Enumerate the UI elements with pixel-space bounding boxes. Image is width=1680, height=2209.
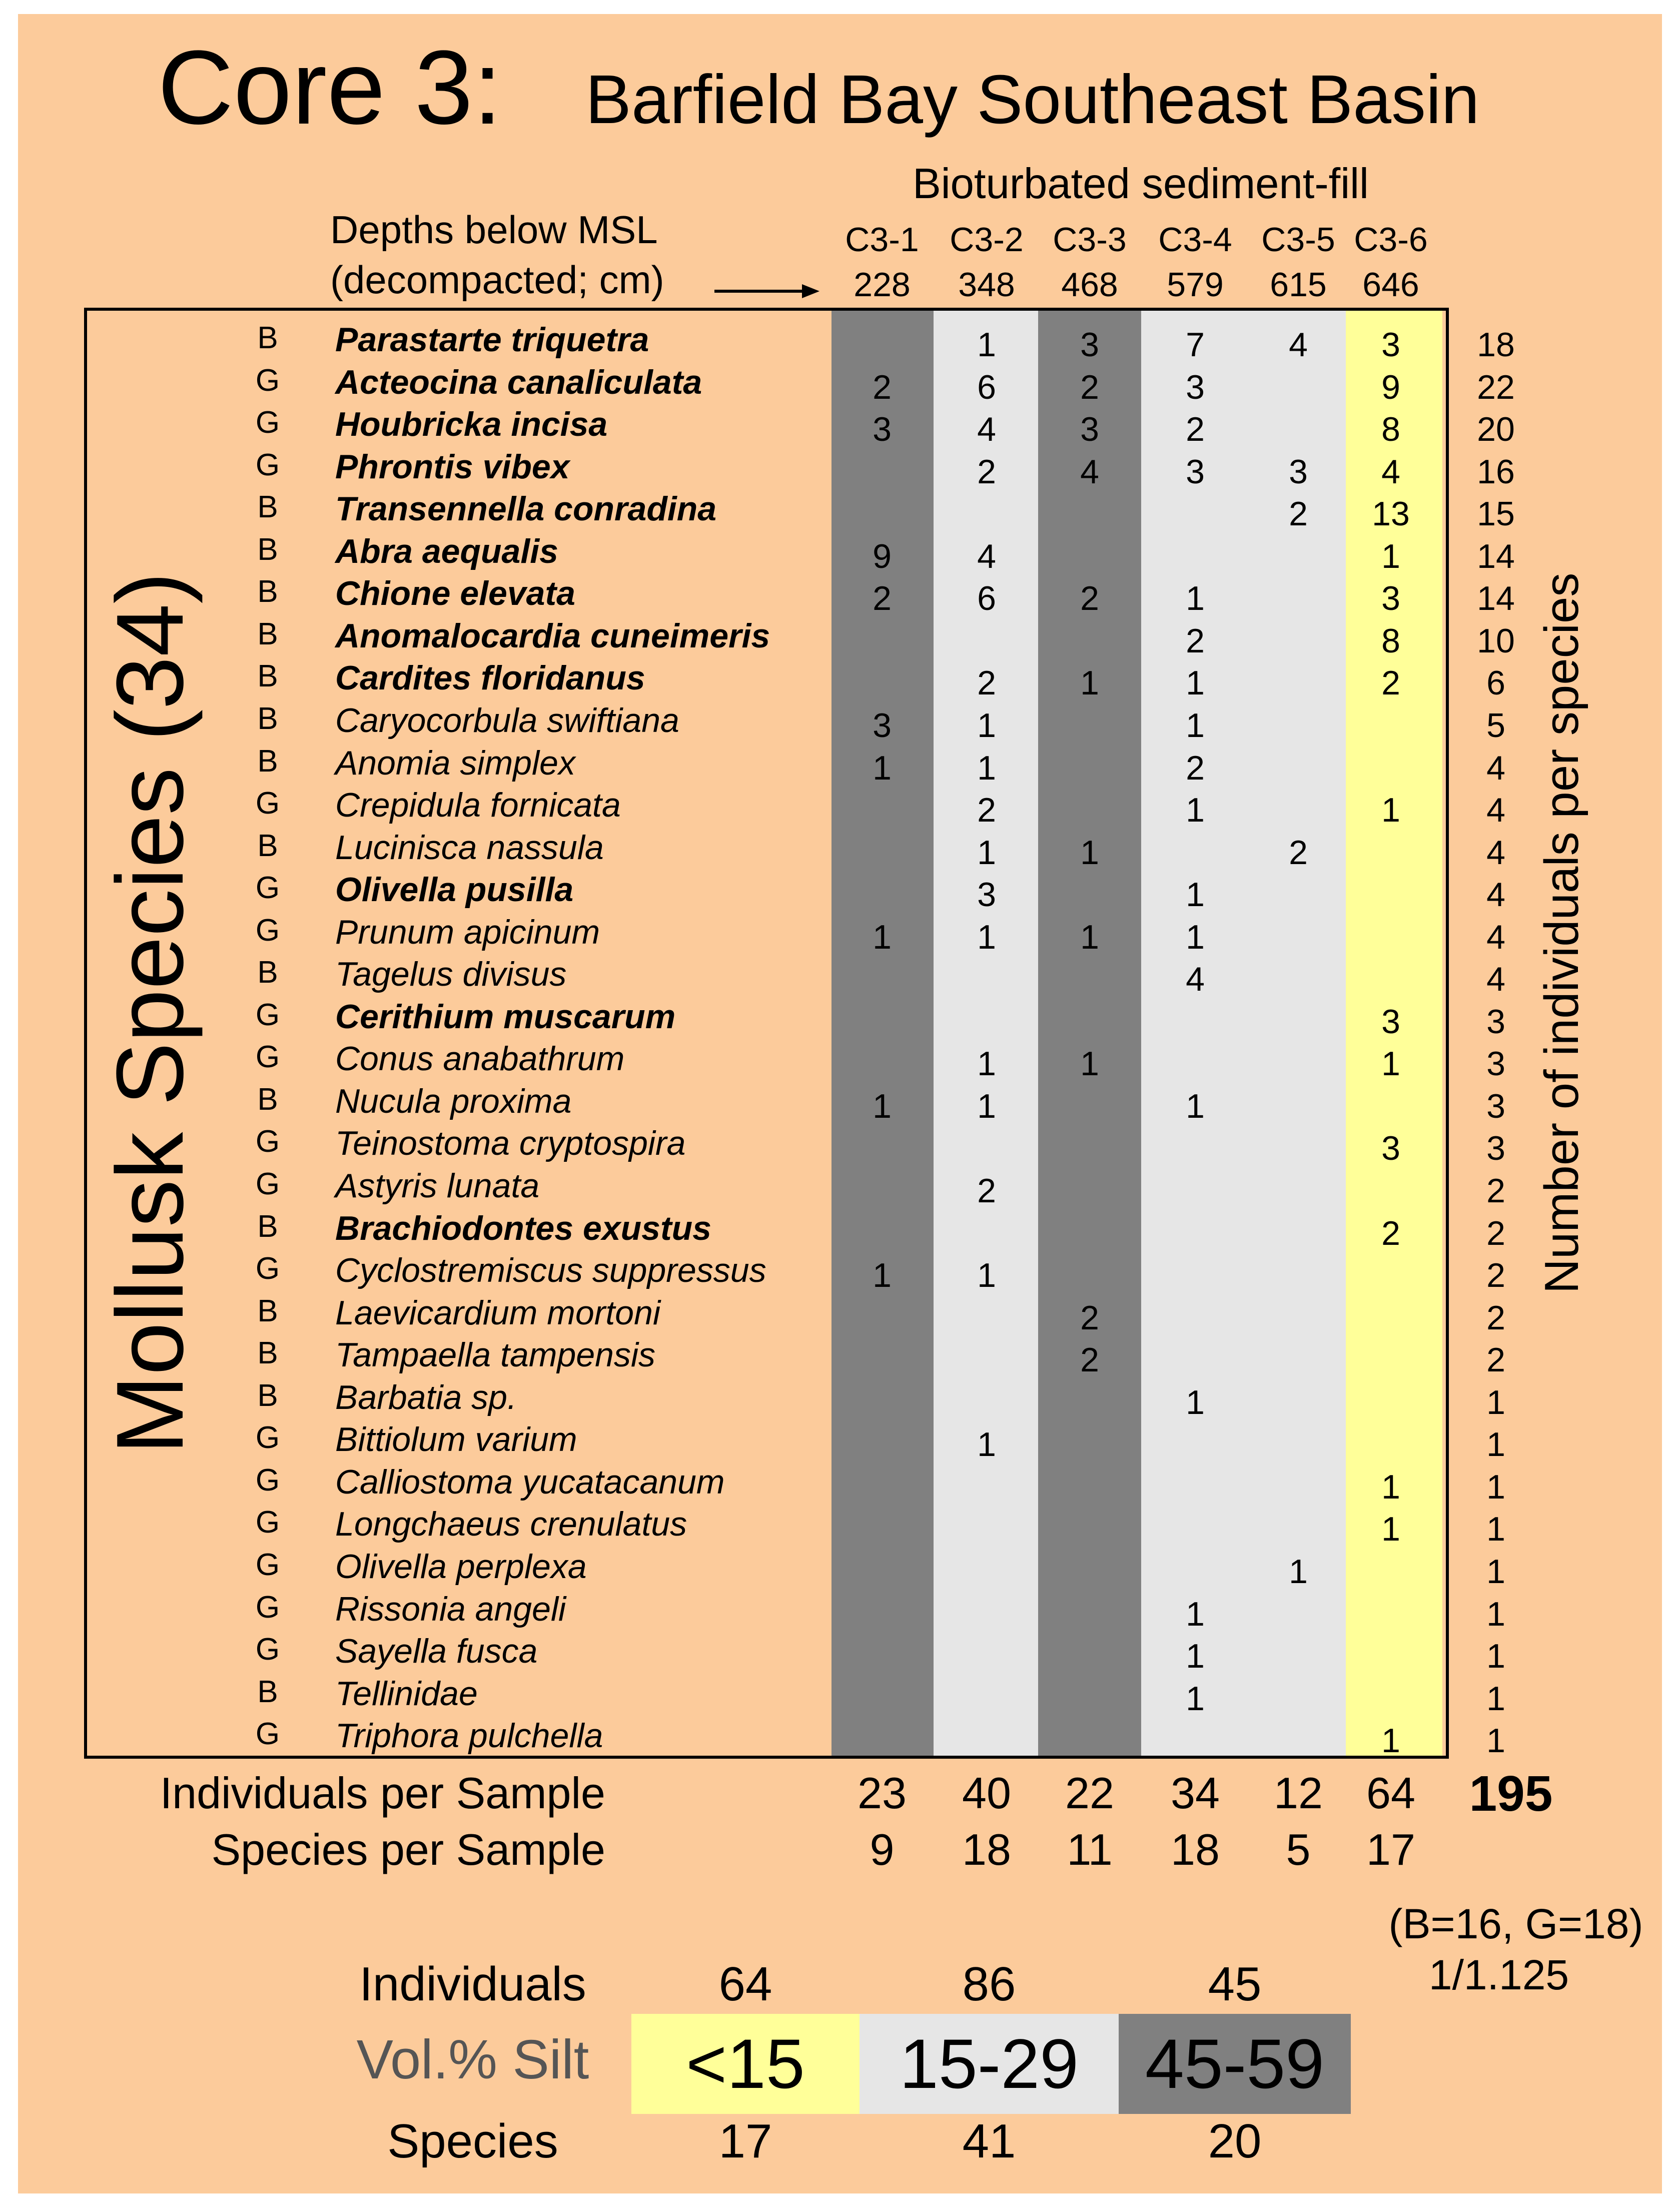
- count-cell: 3: [1381, 579, 1400, 617]
- species-type: B: [257, 1336, 278, 1370]
- individuals-per-sample-value: 22: [1065, 1768, 1114, 1818]
- count-cell: 3: [1289, 453, 1308, 491]
- count-cell: 2: [1080, 368, 1099, 406]
- species-type: G: [255, 913, 280, 948]
- species-name: Crepidula fornicata: [335, 786, 621, 824]
- species-type: B: [257, 532, 278, 567]
- legend-individuals-value: 64: [718, 1957, 772, 2011]
- count-cell: 1: [1381, 791, 1400, 829]
- species-per-sample-value: 18: [962, 1825, 1011, 1874]
- count-cell: 9: [873, 537, 892, 575]
- sample-depth: 348: [958, 266, 1015, 304]
- depth-arrow-icon: [714, 281, 820, 301]
- species-total: 22: [1477, 368, 1515, 406]
- legend-individuals-value: 45: [1208, 1957, 1262, 2011]
- count-cell: 2: [1186, 622, 1205, 660]
- species-type: B: [257, 1675, 278, 1709]
- sample-id: C3-5: [1261, 221, 1335, 259]
- species-name: Astyris lunata: [335, 1167, 540, 1205]
- species-type: G: [255, 1717, 280, 1751]
- species-type: B: [257, 617, 278, 651]
- sample-depth: 228: [854, 266, 911, 304]
- count-cell: 2: [1289, 495, 1308, 533]
- count-cell: 3: [1381, 1003, 1400, 1041]
- count-cell: 4: [1381, 453, 1400, 491]
- species-total: 2: [1486, 1299, 1505, 1337]
- count-cell: 2: [1381, 1214, 1400, 1252]
- count-cell: 13: [1372, 495, 1410, 533]
- species-per-sample-value: 18: [1171, 1825, 1220, 1874]
- species-type: G: [255, 998, 280, 1032]
- species-total: 3: [1486, 1003, 1505, 1041]
- sample-id: C3-2: [950, 221, 1024, 259]
- count-cell: 1: [977, 749, 996, 787]
- species-total: 1: [1486, 1383, 1505, 1421]
- group-label: Bioturbated sediment-fill: [913, 160, 1369, 208]
- count-cell: 3: [977, 876, 996, 914]
- species-name: Brachiodontes exustus: [335, 1209, 711, 1247]
- count-cell: 1: [873, 749, 892, 787]
- count-cell: 1: [1186, 664, 1205, 702]
- species-total: 4: [1486, 749, 1505, 787]
- count-cell: 1: [1381, 1510, 1400, 1548]
- count-cell: 7: [1186, 326, 1205, 364]
- species-name: Tampaella tampensis: [335, 1336, 656, 1374]
- species-name: Nucula proxima: [335, 1082, 572, 1120]
- count-cell: 2: [873, 368, 892, 406]
- count-cell: 1: [1186, 1383, 1205, 1421]
- sample-id: C3-4: [1158, 221, 1232, 259]
- type-count-summary: (B=16, G=18): [1388, 1900, 1643, 1947]
- silt-class-light: 15-29: [860, 2014, 1119, 2114]
- count-cell: 1: [977, 1087, 996, 1125]
- site-title: Barfield Bay Southeast Basin: [585, 61, 1480, 138]
- species-name: Sayella fusca: [335, 1632, 538, 1670]
- species-name: Anomalocardia cuneimeris: [335, 617, 770, 655]
- count-cell: 4: [977, 410, 996, 448]
- sample-id: C3-3: [1053, 221, 1127, 259]
- count-cell: 1: [1186, 876, 1205, 914]
- species-name: Olivella perplexa: [335, 1548, 587, 1586]
- species-type: G: [255, 786, 280, 821]
- individuals-per-sample-label: Individuals per Sample: [160, 1768, 605, 1818]
- species-name: Caryocorbula swiftiana: [335, 701, 679, 740]
- count-cell: 2: [1289, 834, 1308, 872]
- count-cell: 1: [1186, 1637, 1205, 1675]
- count-cell: 1: [977, 834, 996, 872]
- species-type: B: [257, 321, 278, 355]
- count-cell: 3: [1381, 326, 1400, 364]
- count-cell: 1: [977, 706, 996, 745]
- species-name: Tellinidae: [335, 1675, 478, 1713]
- species-name: Teinostoma cryptospira: [335, 1124, 686, 1162]
- species-type: B: [257, 701, 278, 736]
- count-cell: 3: [1080, 410, 1099, 448]
- count-cell: 3: [1080, 326, 1099, 364]
- species-total: 16: [1477, 453, 1515, 491]
- count-cell: 2: [873, 579, 892, 617]
- count-cell: 1: [1289, 1553, 1308, 1591]
- count-cell: 4: [1289, 326, 1308, 364]
- species-total: 2: [1486, 1172, 1505, 1210]
- species-name: Houbricka incisa: [335, 405, 608, 443]
- depth-label-line1: Depths below MSL: [330, 208, 658, 252]
- species-total: 4: [1486, 918, 1505, 956]
- individuals-per-sample-value: 40: [962, 1768, 1011, 1818]
- species-type: G: [255, 871, 280, 905]
- species-type: G: [255, 1505, 280, 1540]
- count-cell: 8: [1381, 410, 1400, 448]
- count-cell: 1: [1186, 918, 1205, 956]
- species-name: Longchaeus crenulatus: [335, 1505, 687, 1543]
- sample-depth: 646: [1362, 266, 1419, 304]
- species-total: 4: [1486, 960, 1505, 998]
- species-name: Transennella conradina: [335, 490, 717, 528]
- count-cell: 1: [1080, 664, 1099, 702]
- count-cell: 2: [1080, 1299, 1099, 1337]
- core-title: Core 3:: [158, 29, 502, 146]
- species-type: B: [257, 1378, 278, 1413]
- count-cell: 6: [977, 368, 996, 406]
- species-type: G: [255, 1420, 280, 1455]
- count-cell: 2: [1080, 579, 1099, 617]
- count-cell: 3: [1186, 368, 1205, 406]
- species-total: 2: [1486, 1256, 1505, 1294]
- count-cell: 1: [1080, 834, 1099, 872]
- count-cell: 1: [1186, 1680, 1205, 1718]
- count-cell: 1: [1381, 1468, 1400, 1506]
- count-cell: 2: [977, 453, 996, 491]
- y-axis-label: Mollusk Species (34): [97, 572, 203, 1454]
- sample-depth: 468: [1061, 266, 1118, 304]
- species-name: Acteocina canaliculata: [335, 363, 702, 401]
- species-name: Anomia simplex: [335, 744, 575, 782]
- depth-label-line2: (decompacted; cm): [330, 258, 664, 302]
- species-name: Triphora pulchella: [335, 1717, 603, 1755]
- species-type: G: [255, 405, 280, 440]
- species-name: Phrontis vibex: [335, 448, 570, 486]
- species-name: Olivella pusilla: [335, 871, 574, 909]
- count-cell: 1: [1186, 579, 1205, 617]
- legend-species-label: Species: [387, 2114, 558, 2168]
- sample-depth: 615: [1270, 266, 1327, 304]
- species-name: Calliostoma yucatacanum: [335, 1463, 725, 1501]
- species-total: 4: [1486, 834, 1505, 872]
- species-name: Tagelus divisus: [335, 955, 567, 993]
- species-total: 3: [1486, 1045, 1505, 1083]
- species-total: 4: [1486, 876, 1505, 914]
- count-cell: 2: [977, 664, 996, 702]
- species-total: 1: [1486, 1468, 1505, 1506]
- count-cell: 1: [977, 918, 996, 956]
- count-cell: 1: [873, 1087, 892, 1125]
- count-cell: 6: [977, 579, 996, 617]
- species-type: G: [255, 1251, 280, 1286]
- grand-total: 195: [1469, 1766, 1553, 1822]
- species-name: Rissonia angeli: [335, 1590, 566, 1628]
- count-cell: 1: [977, 1256, 996, 1294]
- count-cell: 4: [1080, 453, 1099, 491]
- type-ratio: 1/1.125: [1428, 1951, 1569, 1998]
- species-total: 20: [1477, 410, 1515, 448]
- species-type: B: [257, 659, 278, 693]
- silt-class-yellow: <15: [631, 2014, 860, 2114]
- species-total: 1: [1486, 1425, 1505, 1463]
- species-total: 14: [1477, 579, 1515, 617]
- count-cell: 2: [1186, 749, 1205, 787]
- species-total: 3: [1486, 1087, 1505, 1125]
- count-cell: 1: [1080, 1045, 1099, 1083]
- species-type: B: [257, 490, 278, 524]
- species-name: Cardites floridanus: [335, 659, 645, 697]
- count-cell: 8: [1381, 622, 1400, 660]
- individuals-per-sample-value: 64: [1366, 1768, 1415, 1818]
- legend-species-value: 41: [962, 2114, 1016, 2168]
- species-per-sample-value: 9: [870, 1825, 895, 1874]
- species-type: B: [257, 829, 278, 863]
- species-total: 5: [1486, 706, 1505, 745]
- species-total: 2: [1486, 1214, 1505, 1252]
- species-total: 1: [1486, 1510, 1505, 1548]
- species-type: G: [255, 1040, 280, 1074]
- species-type: B: [257, 1294, 278, 1328]
- count-cell: 1: [873, 918, 892, 956]
- species-type: G: [255, 1167, 280, 1201]
- species-total: 10: [1477, 622, 1515, 660]
- species-total: 18: [1477, 326, 1515, 364]
- count-cell: 2: [1186, 410, 1205, 448]
- sample-id: C3-1: [845, 221, 919, 259]
- species-name: Cerithium muscarum: [335, 998, 676, 1036]
- right-axis-label: Number of individuals per species: [1535, 572, 1588, 1294]
- species-type: B: [257, 955, 278, 990]
- species-total: 1: [1486, 1722, 1505, 1760]
- species-name: Barbatia sp.: [335, 1378, 517, 1416]
- count-cell: 1: [1186, 706, 1205, 745]
- count-cell: 1: [1186, 791, 1205, 829]
- count-cell: 1: [873, 1256, 892, 1294]
- individuals-per-sample-value: 12: [1274, 1768, 1323, 1818]
- species-type: G: [255, 1463, 280, 1498]
- silt-class-dark: 45-59: [1119, 2014, 1351, 2114]
- count-cell: 1: [977, 326, 996, 364]
- legend-species-value: 20: [1208, 2114, 1262, 2168]
- count-cell: 1: [1381, 1722, 1400, 1760]
- species-total: 6: [1486, 664, 1505, 702]
- count-cell: 3: [873, 706, 892, 745]
- species-type: B: [257, 1209, 278, 1244]
- count-cell: 9: [1381, 368, 1400, 406]
- individuals-per-sample-value: 23: [858, 1768, 907, 1818]
- count-cell: 4: [1186, 960, 1205, 998]
- count-cell: 2: [1381, 664, 1400, 702]
- species-type: G: [255, 1548, 280, 1582]
- count-cell: 1: [1080, 918, 1099, 956]
- species-type: G: [255, 448, 280, 482]
- count-cell: 3: [1381, 1129, 1400, 1167]
- species-name: Cyclostremiscus suppressus: [335, 1251, 766, 1289]
- species-name: Parastarte triquetra: [335, 321, 649, 359]
- count-cell: 1: [1186, 1087, 1205, 1125]
- count-cell: 2: [1080, 1341, 1099, 1379]
- count-cell: 3: [873, 410, 892, 448]
- species-total: 1: [1486, 1637, 1505, 1675]
- count-cell: 1: [1381, 1045, 1400, 1083]
- species-type: G: [255, 363, 280, 398]
- count-cell: 1: [977, 1425, 996, 1463]
- legend-species-value: 17: [718, 2114, 772, 2168]
- count-cell: 2: [977, 791, 996, 829]
- species-table-frame: [84, 308, 1449, 1759]
- legend-silt-label: Vol.% Silt: [356, 2029, 589, 2090]
- species-type: B: [257, 744, 278, 779]
- species-type: B: [257, 1082, 278, 1117]
- species-total: 1: [1486, 1553, 1505, 1591]
- species-type: G: [255, 1590, 280, 1625]
- species-per-sample-label: Species per Sample: [211, 1825, 605, 1874]
- species-per-sample-value: 17: [1366, 1825, 1415, 1874]
- species-name: Lucinisca nassula: [335, 829, 604, 867]
- species-per-sample-value: 11: [1067, 1825, 1113, 1874]
- species-name: Conus anabathrum: [335, 1040, 625, 1078]
- species-type: G: [255, 1124, 280, 1159]
- legend-individuals-value: 86: [962, 1957, 1016, 2011]
- species-type: B: [257, 574, 278, 609]
- count-cell: 1: [977, 1045, 996, 1083]
- species-total: 15: [1477, 495, 1515, 533]
- count-cell: 1: [1381, 537, 1400, 575]
- count-cell: 4: [977, 537, 996, 575]
- species-total: 2: [1486, 1341, 1505, 1379]
- species-name: Prunum apicinum: [335, 913, 600, 951]
- species-total: 4: [1486, 791, 1505, 829]
- species-per-sample-value: 5: [1286, 1825, 1311, 1874]
- species-type: G: [255, 1632, 280, 1667]
- species-total: 14: [1477, 537, 1515, 575]
- sample-depth: 579: [1167, 266, 1224, 304]
- species-total: 3: [1486, 1129, 1505, 1167]
- species-name: Laevicardium mortoni: [335, 1294, 661, 1332]
- count-cell: 3: [1186, 453, 1205, 491]
- species-total: 1: [1486, 1680, 1505, 1718]
- species-name: Bittiolum varium: [335, 1420, 577, 1458]
- individuals-per-sample-value: 34: [1171, 1768, 1220, 1818]
- count-cell: 2: [977, 1172, 996, 1210]
- count-cell: 1: [1186, 1595, 1205, 1633]
- sample-id: C3-6: [1354, 221, 1428, 259]
- species-name: Chione elevata: [335, 574, 575, 612]
- species-total: 1: [1486, 1595, 1505, 1633]
- legend-individuals-label: Individuals: [359, 1957, 586, 2011]
- species-name: Abra aequalis: [335, 532, 558, 570]
